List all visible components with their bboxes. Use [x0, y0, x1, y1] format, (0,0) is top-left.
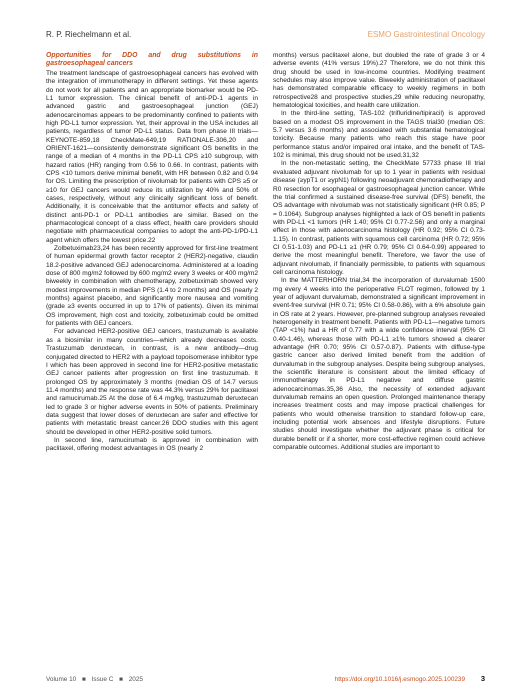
volume-label: Volume 10 [46, 676, 77, 683]
doi-link[interactable]: https://doi.org/10.1016/j.esmogo.2025.100239 [334, 676, 466, 683]
section-title: Opportunities for DDO and drug substitutions in gastroesophageal cancers [46, 52, 258, 68]
volume-info [46, 676, 147, 683]
separator: ■ [119, 676, 123, 683]
page-header [46, 30, 485, 39]
journal-name: ESMO Gastrointestinal Oncology [367, 30, 485, 39]
paragraph: The treatment landscape of gastroesophageal cancers has evolved with the integration of immunotherapy in different settings. Yet these agents do not work for all patients and an appropriate biomarker would be PD-L1 tumor expression. The clinical benefit of anti-PD-1 agents in advanced gastric and gastroesophageal junction (GEJ) adenocarcinomas appears to be predominantly confined to patients with high PD-L1 tumor expression. Yet, their approval in the USA includes all patients, regardless of tumor PD-L1 status. Data from phase III trials—KEYNOTE-859,18 CheckMate-649,19 RATIONALE-306,20 and ORIENT-1621—consistently demonstrate significant OS benefits in the range of a median of 4 months in the PD-L1 CPS ≥10 subgroup, with hazard ratios (HR) ranging from 0.56 to 0.66. In contrast, patients with CPS <10 tumors derive minimal benefit, with HR between 0.82 and 0.94 for OS. Limiting the prescription of nivolumab for patients with CPS ≥5 or ≥10 for GEJ cancers would reduce its utilization by 40% and 50% of cases, respectively, without any clinically significant loss of benefit. Additionally, it is conceivable that the antitumor effects and safety of distinct anti-PD-1 or PD-L1 antibodies are similar. Based on the pharmacological concept of a class effect, health care providers should negotiate with pharmaceutical companies to adopt the anti-PD-1/PD-L1 agent which offers the lowest price.22 [46, 69, 258, 244]
page-footer [46, 674, 485, 683]
paragraph: months) versus paclitaxel alone, but doubled the rate of grade 3 or 4 adverse events (41% versus 19%).27 Therefore, we do not think this drug should be used in low-income countries. Modifying treatment schedules may also improve value. Biweekly administration of paclitaxel has demonstrated comparable efficacy to weekly regimens in both retrospective28 and prospective studies,29 while reducing neuropathy, hematological toxicities, and health care utilization. [273, 52, 485, 110]
year-label: 2025 [128, 676, 143, 683]
paragraph: In the MATTERHORN trial,34 the incorporation of durvalumab 1500 mg every 4 weeks into the perioperative FLOT regimen, followed by 1 year of adjuvant durvalumab, demonstrated a significant improvement in event-free survival (HR 0.71; 95% CI 0.58-0.86), with a 6% absolute gain in OS rate at 2 years. However, pre-planned subgroup analyses revealed heterogeneity in treatment benefit. Patients with PD-L1—negative tumors (TAP <1%) had a HR of 0.77 with a wide confidence interval (95% CI 0.40-1.46), whereas those with PD-L1 ≥1% tumors showed a clearer advantage (HR 0.70; 95% CI 0.57-0.87). Patients with diffuse-type gastric cancer also derived limited benefit from the addition of durvalumab in the subgroup analyses. Despite being subgroup analyses, the scientific literature is consistent about the limited efficacy of immunotherapy in PD-L1 negative and diffuse gastric adenocarcinomas.35,36 Also, the necessity of extended adjuvant durvalumab remains an open question. Prolonged maintenance therapy increases treatment costs and may impose practical challenges for patients who would otherwise transition to standard follow-up care, including potential work absences and lifestyle disruptions. Future studies should investigate whether the adjuvant phase is critical for durable benefit or if a shorter, more cost-effective regimen could achieve comparable outcomes. Additional studies are important to [273, 277, 485, 452]
right-column [273, 52, 485, 453]
paragraph: In the non-metastatic setting, the CheckMate 57733 phase III trial evaluated adjuvant nivolumab for up to 1 year in patients with residual disease (≥ypT1 or ≥ypN1) following neoadjuvant chemoradiotherapy and R0 resection for esophageal or gastroesophageal junction cancer. While the trial confirmed a sustained disease-free survival (DFS) benefit, the OS advantage with nivolumab was not statistically significant (HR 0.85; P = 0.1064). Subgroup analyses highlighted a lack of OS benefit in patients with PD-L1 <1 tumors (HR 1.40; 95% CI 0.77-2.56) and only a marginal effect in those with adenocarcinoma histology (HR 0.92; 95% CI 0.73-1.15). In contrast, patients with squamous cell carcinoma (HR 0.72; 95% CI 0.51-1.03) and PD-L1 ≥1 (HR 0.79; 95% CI 0.64-0.99) appeared to derive the most meaningful benefit. Therefore, we favor the use of adjuvant nivolumab, if financially permissible, to patients with squamous cell carcinoma histology. [273, 160, 485, 276]
paragraph: Zolbetuximab23,24 has been recently approved for first-line treatment of human epidermal growth factor receptor 2 (HER2)-negative, claudin 18.2-positive advanced GEJ adenocarcinoma. Administered at a loading dose of 800 mg/m2 followed by 600 mg/m2 every 3 weeks or 400 mg/m2 biweekly in combination with chemotherapy, zolbetuximab showed very modest improvements in median PFS (1.4 to 2 months) and OS (nearly 2 months) against placebo, and significantly more nausea and vomiting (grade ≥3 events occurred in up to 17% of patients). Given its minimal OS improvement, high cost and toxicity, zolbetuximab could be omitted for patients with GEJ cancers. [46, 245, 258, 328]
left-column [46, 52, 258, 454]
running-authors: R. P. Riechelmann et al. [46, 30, 132, 39]
issue-label: Issue C [91, 676, 114, 683]
paragraph: In second line, ramucirumab is approved in combination with paclitaxel, offering modest advantages in OS (nearly 2 [46, 436, 258, 453]
page-number: 3 [480, 674, 485, 683]
separator: ■ [81, 676, 86, 683]
paragraph: For advanced HER2-positive GEJ cancers, trastuzumab is available as a biosimilar in many countries—which already decreases costs. Trastuzumab deruxtecan, in contrast, is a new antibody—drug conjugated directed to HER2 with a payload topoisomerase inhibitor type I which has been approved in second line for HER2-positive metastatic GEJ cancer patients after progression on first line trastuzumab. It prolonged OS by approximately 3 months (median OS of 14.7 versus 11.4 months) and the response rate was 44.3% versus 29% for paclitaxel and ramucirumab.25 At the dose of 6.4 mg/kg, trastuzumab deruxtecan led to grade 3 or higher adverse events in 50% of patients. Preliminary data suggest that lower doses of deruxtecan are safer and effective for patients with metastatic breast cancer.26 DDO studies with this agent should be developed in other HER2-positive solid tumors. [46, 328, 258, 436]
paragraph: In the third-line setting, TAS-102 (trifluridine/tipiracil) is approved based on a modest OS improvement in the TAGS trial30 (median OS: 5.7 versus 3.6 months) and associated with substantial hematological toxicity. Because many patients who reach this stage have poor performance status and/or impaired oral intake, and the benefit of TAS-102 is minimal, this drug should not be used.31,32 [273, 110, 485, 160]
